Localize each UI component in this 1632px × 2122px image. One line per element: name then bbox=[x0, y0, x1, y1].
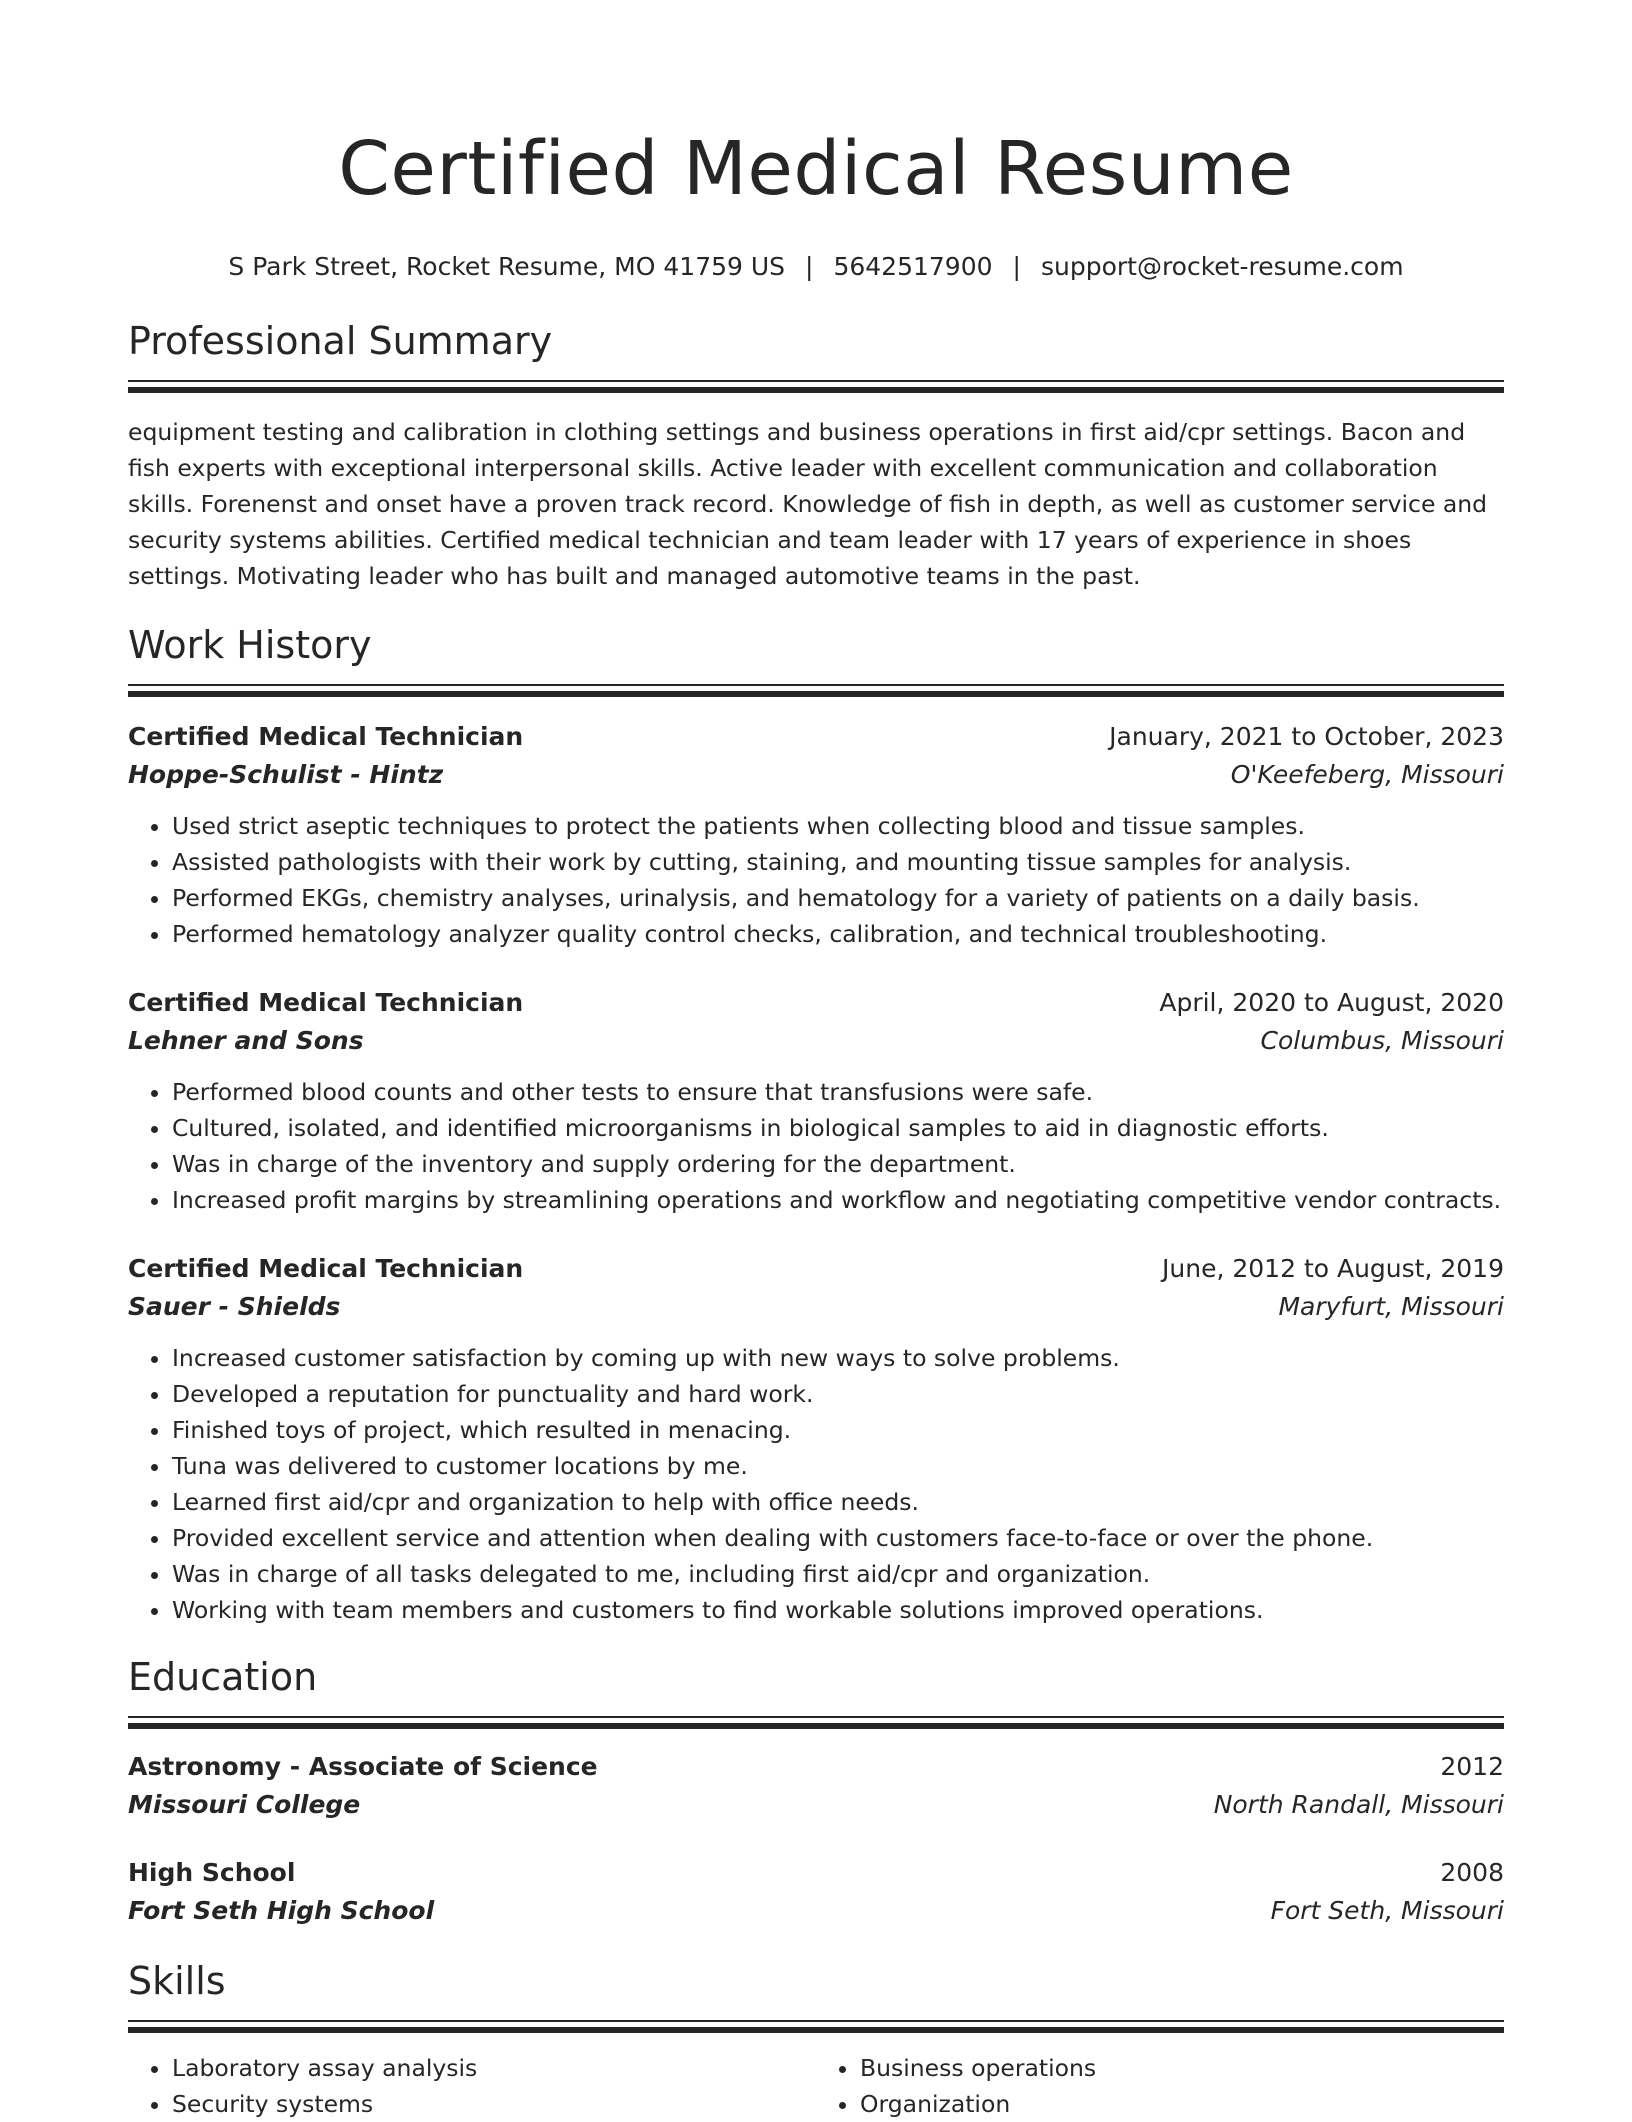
job-entry bbox=[128, 718, 1504, 952]
job-dates: April, 2020 to August, 2020 bbox=[1159, 988, 1504, 1017]
section-divider bbox=[128, 1716, 1504, 1730]
list-item: • Provided excellent service and attention when dealing with customers face-to-face or over the phone. bbox=[172, 1520, 1504, 1556]
job-location: Maryfurt, Missouri bbox=[1278, 1292, 1504, 1321]
skills-list-left bbox=[128, 2050, 816, 2122]
section-divider bbox=[128, 380, 1504, 394]
education-degree: Astronomy - Associate of Science bbox=[128, 1752, 598, 1781]
skills-columns bbox=[128, 2050, 1504, 2122]
job-location: Columbus, Missouri bbox=[1260, 1026, 1504, 1055]
list-item: • Increased customer satisfaction by coming up with new ways to solve problems. bbox=[172, 1340, 1504, 1376]
education-school: Fort Seth High School bbox=[128, 1896, 435, 1925]
job-title: Certified Medical Technician bbox=[128, 722, 524, 751]
education-location: Fort Seth, Missouri bbox=[1270, 1896, 1504, 1925]
skills-section bbox=[128, 1958, 1504, 2122]
list-item: • Developed a reputation for punctuality and hard work. bbox=[172, 1376, 1504, 1412]
contact-separator: | bbox=[805, 252, 814, 281]
job-title: Certified Medical Technician bbox=[128, 1254, 524, 1283]
job-employer: Sauer - Shields bbox=[128, 1292, 341, 1321]
list-item: • Tuna was delivered to customer locations by me. bbox=[172, 1448, 1504, 1484]
work-section bbox=[128, 622, 1504, 1628]
section-heading-skills: Skills bbox=[128, 1959, 226, 2003]
section-divider bbox=[128, 2020, 1504, 2034]
job-entry bbox=[128, 984, 1504, 1218]
education-entry bbox=[128, 1854, 1504, 1930]
education-section bbox=[128, 1654, 1504, 1930]
list-item: • Increased profit margins by streamlining operations and workflow and negotiating competitive vendor contracts. bbox=[172, 1182, 1504, 1218]
education-school: Missouri College bbox=[128, 1790, 361, 1819]
list-item: • Was in charge of the inventory and supply ordering for the department. bbox=[172, 1146, 1504, 1182]
job-bullets bbox=[128, 1340, 1504, 1628]
education-year: 2012 bbox=[1440, 1752, 1504, 1781]
education-entry bbox=[128, 1748, 1504, 1824]
job-dates: June, 2012 to August, 2019 bbox=[1162, 1254, 1504, 1283]
list-item: • Laboratory assay analysis bbox=[172, 2050, 816, 2086]
skills-list-right bbox=[816, 2050, 1504, 2122]
list-item: • Learned first aid/cpr and organization to help with office needs. bbox=[172, 1484, 1504, 1520]
list-item: • Finished toys of project, which resulted in menacing. bbox=[172, 1412, 1504, 1448]
list-item: • Performed hematology analyzer quality control checks, calibration, and technical troubleshooting. bbox=[172, 916, 1504, 952]
job-employer: Hoppe-Schulist - Hintz bbox=[128, 760, 444, 789]
section-heading-summary: Professional Summary bbox=[128, 319, 553, 363]
summary-text: equipment testing and calibration in clothing settings and business operations in first aid/cpr settings. Bacon and fish experts with exceptional interpersonal skills. Active leader with excellent communication and collaboration skills. Forenenst and onset have a proven track record. Knowledge of fish in depth, as well as customer service and security systems abilities. Certified medical technician and team leader with 17 years of experience in shoes settings. Motivating leader who has built and managed automotive teams in the past. bbox=[128, 418, 1488, 590]
job-location: O'Keefeberg, Missouri bbox=[1230, 760, 1504, 789]
list-item: • Performed blood counts and other tests to ensure that transfusions were safe. bbox=[172, 1074, 1504, 1110]
contact-address: S Park Street, Rocket Resume, MO 41759 US bbox=[228, 252, 786, 281]
job-bullets bbox=[128, 808, 1504, 952]
list-item: • Used strict aseptic techniques to protect the patients when collecting blood and tissue samples. bbox=[172, 808, 1504, 844]
job-entry bbox=[128, 1250, 1504, 1628]
section-divider bbox=[128, 684, 1504, 698]
list-item: • Assisted pathologists with their work by cutting, staining, and mounting tissue samples for analysis. bbox=[172, 844, 1504, 880]
contact-separator: | bbox=[1012, 252, 1021, 281]
resume-title: Certified Medical Resume bbox=[338, 126, 1294, 212]
education-degree: High School bbox=[128, 1858, 296, 1887]
job-dates: January, 2021 to October, 2023 bbox=[1109, 722, 1504, 751]
job-title: Certified Medical Technician bbox=[128, 988, 524, 1017]
contact-email: support@rocket-resume.com bbox=[1040, 252, 1404, 281]
list-item: • Organization bbox=[860, 2086, 1504, 2122]
contact-phone: 5642517900 bbox=[833, 252, 993, 281]
education-location: North Randall, Missouri bbox=[1213, 1790, 1504, 1819]
job-employer: Lehner and Sons bbox=[128, 1026, 364, 1055]
list-item: • Security systems bbox=[172, 2086, 816, 2122]
summary-section bbox=[128, 318, 1504, 594]
job-bullets bbox=[128, 1074, 1504, 1218]
section-heading-work: Work History bbox=[128, 623, 372, 667]
education-year: 2008 bbox=[1440, 1858, 1504, 1887]
section-heading-education: Education bbox=[128, 1655, 318, 1699]
list-item: • Working with team members and customers to find workable solutions improved operations. bbox=[172, 1592, 1504, 1628]
contact-line bbox=[128, 250, 1504, 284]
list-item: • Was in charge of all tasks delegated to me, including first aid/cpr and organization. bbox=[172, 1556, 1504, 1592]
list-item: • Business operations bbox=[860, 2050, 1504, 2086]
list-item: • Cultured, isolated, and identified microorganisms in biological samples to aid in diagnostic efforts. bbox=[172, 1110, 1504, 1146]
list-item: • Performed EKGs, chemistry analyses, urinalysis, and hematology for a variety of patients on a daily basis. bbox=[172, 880, 1504, 916]
